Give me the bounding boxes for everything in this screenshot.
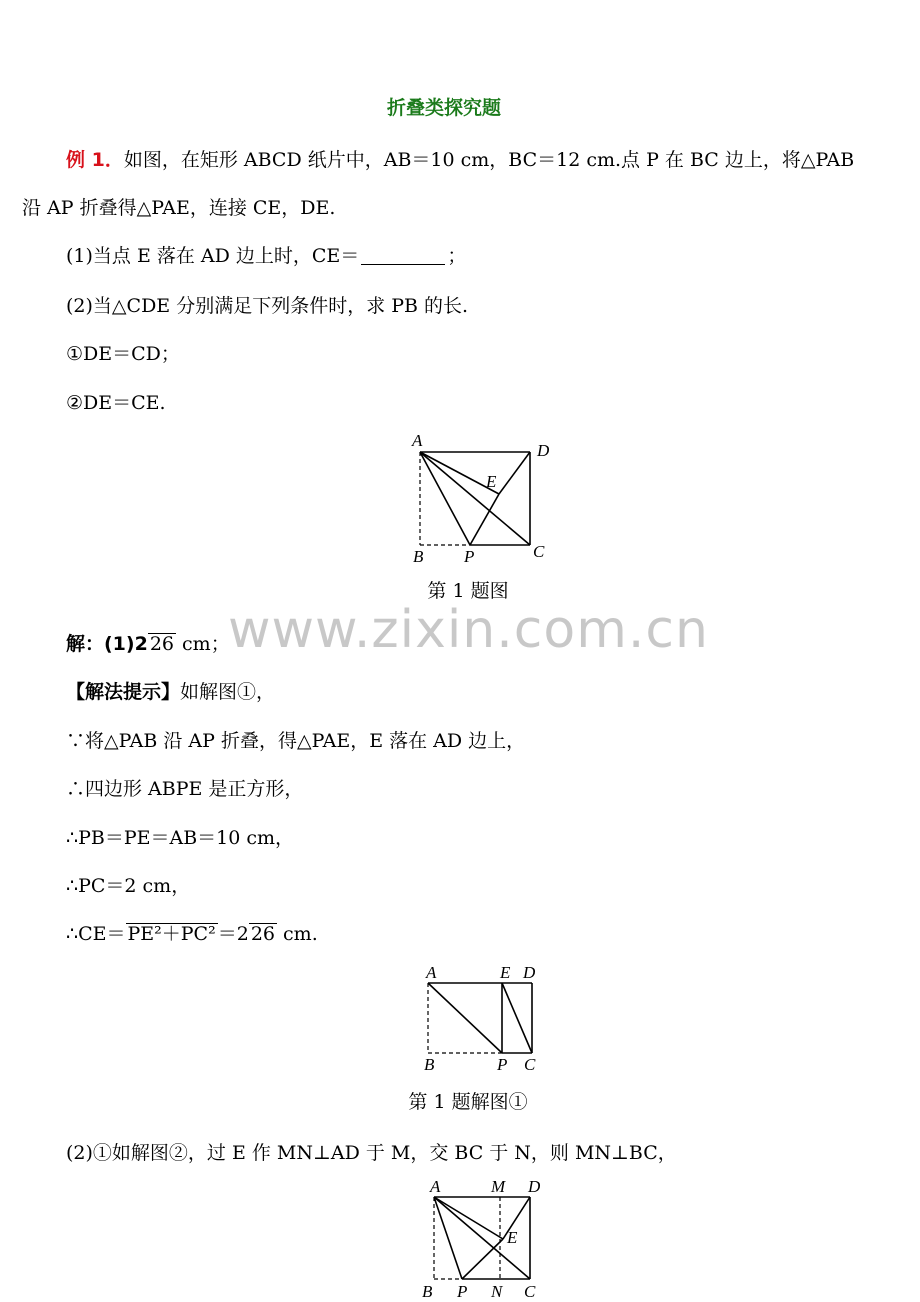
fig2-label-p: P	[497, 1055, 508, 1074]
problem-line-1	[66, 148, 854, 172]
fig2-label-d: D	[523, 963, 536, 982]
question-1-end: ；	[447, 245, 467, 267]
figure-1-caption: 第 1 题图	[427, 580, 509, 602]
fig1-label-e: E	[486, 472, 497, 491]
watermark: www.zixin.com.cn	[228, 600, 709, 660]
solution-step-1: ∵将△PAB 沿 AP 折叠，得△PAE，E 落在 AD 边上，	[66, 730, 526, 752]
fig1-label-c: C	[533, 542, 545, 561]
step-5-radical-2: 26	[250, 923, 275, 945]
problem-line-2: 沿 AP 折叠得△PAE，连接 CE，DE.	[22, 197, 336, 219]
fig3-label-d: D	[528, 1177, 541, 1196]
question-1	[66, 244, 466, 268]
fig2-label-b: B	[424, 1055, 435, 1074]
fig2-label-c: C	[524, 1055, 536, 1074]
fig3-label-c: C	[524, 1282, 536, 1301]
answer-unit: cm；	[176, 633, 230, 655]
answer-radical: 26	[149, 633, 174, 655]
condition-2: ②DE＝CE.	[66, 392, 166, 414]
fig1-label-b: B	[413, 547, 424, 566]
page-title: 折叠类探究题	[386, 97, 501, 119]
fig1-label-a: A	[412, 431, 423, 450]
fig2-label-a: A	[426, 963, 437, 982]
solution-step-4: ∴PC＝2 cm，	[66, 875, 191, 897]
figure-2-caption: 第 1 题解图①	[408, 1091, 528, 1113]
condition-1: ①DE＝CD；	[66, 343, 180, 365]
fig3-label-a: A	[430, 1177, 441, 1196]
fig2-label-e: E	[500, 963, 511, 982]
question-2: (2)当△CDE 分别满足下列条件时，求 PB 的长.	[66, 295, 469, 317]
question-1-text: (1)当点 E 落在 AD 边上时，CE＝	[66, 245, 360, 267]
solution-step-2: ∴四边形 ABPE 是正方形，	[66, 778, 304, 800]
fig3-label-e: E	[507, 1228, 518, 1247]
fig3-label-n: N	[491, 1282, 503, 1301]
answer-blank	[361, 246, 445, 265]
fig3-label-m: M	[491, 1177, 506, 1196]
fig3-label-p: P	[457, 1282, 468, 1301]
fig1-label-p: P	[464, 547, 475, 566]
solution-part-2: (2)①如解图②，过 E 作 MN⊥AD 于 M，交 BC 于 N，则 MN⊥BC，	[66, 1142, 677, 1164]
fig1-label-d: D	[537, 441, 550, 460]
step-5-unit: cm.	[277, 923, 318, 945]
step-5-prefix: ∴CE＝	[66, 923, 126, 945]
example-label: 例 1．	[66, 149, 124, 171]
hint-label: 【解法提示】	[66, 681, 181, 703]
step-5-mid: ＝2	[217, 923, 249, 945]
step-5-radical: PE²＋PC²	[127, 923, 216, 945]
hint-line	[66, 680, 275, 704]
fig3-label-b: B	[422, 1282, 433, 1301]
figure-3-diagram	[415, 1175, 565, 1302]
hint-text: 如解图①，	[180, 681, 276, 703]
answer-prefix: 解：(1)2	[66, 633, 148, 655]
solution-step-5	[66, 922, 318, 946]
figure-1-diagram	[400, 428, 560, 568]
solution-step-3: ∴PB＝PE＝AB＝10 cm，	[66, 827, 295, 849]
solution-answer	[66, 632, 230, 656]
figure-2-diagram	[410, 960, 560, 1080]
problem-text-1: 如图，在矩形 ABCD 纸片中，AB＝10 cm，BC＝12 cm.点 P 在 BC 边上，将△PAB	[123, 149, 855, 171]
